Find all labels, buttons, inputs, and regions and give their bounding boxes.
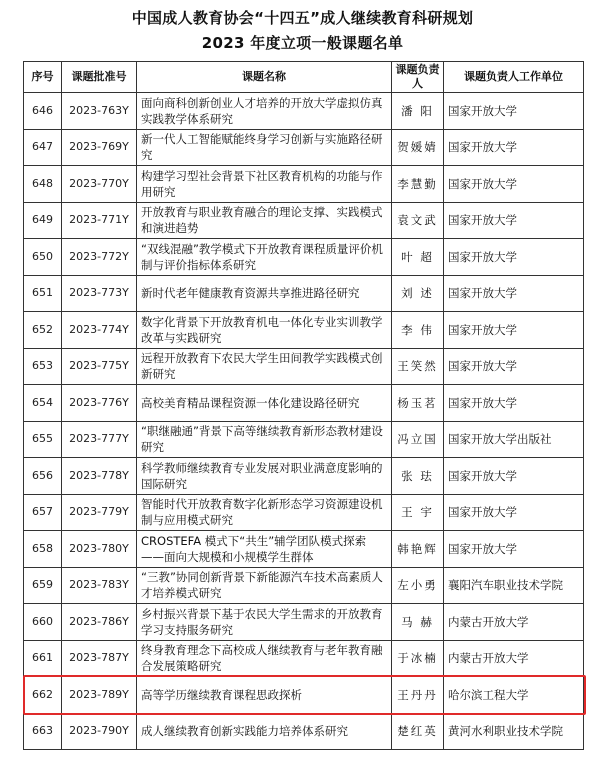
row-code: 2023-774Y: [62, 312, 137, 349]
row-title: 终身教育理念下高校成人继续教育与老年教育融合发展策略研究: [137, 640, 392, 677]
col-header-no: 序号: [24, 62, 62, 93]
table-row: [24, 93, 584, 130]
row-person: 袁文武: [392, 202, 444, 239]
col-header-code: 课题批准号: [62, 62, 137, 93]
table-row: [24, 494, 584, 531]
row-no: 663: [24, 713, 62, 750]
row-no: 655: [24, 421, 62, 458]
table-row: [24, 202, 584, 239]
row-person: 左小勇: [392, 567, 444, 604]
row-title: 成人继续教育创新实践能力培养体系研究: [137, 713, 392, 750]
row-person: 于冰楠: [392, 640, 444, 677]
row-person: 杨玉茗: [392, 385, 444, 422]
row-person: 张 珐: [392, 458, 444, 495]
row-unit: 内蒙古开放大学: [444, 604, 584, 641]
row-unit: 国家开放大学: [444, 239, 584, 276]
table-row: [24, 385, 584, 422]
row-person: 马 赫: [392, 604, 444, 641]
row-code: 2023-763Y: [62, 93, 137, 130]
row-person: 冯立国: [392, 421, 444, 458]
col-header-person: 课题负责人: [392, 62, 444, 93]
row-no: 648: [24, 166, 62, 203]
row-person: 楚红英: [392, 713, 444, 750]
table-row: [24, 239, 584, 276]
row-unit: 襄阳汽车职业技术学院: [444, 567, 584, 604]
row-code: 2023-772Y: [62, 239, 137, 276]
row-title: “双线混融”教学模式下开放教育课程质量评价机制与评价指标体系研究: [137, 239, 392, 276]
row-unit: 哈尔滨工程大学: [444, 677, 584, 714]
row-title: 面向商科创新创业人才培养的开放大学虚拟仿真实践教学体系研究: [137, 93, 392, 130]
project-table: [23, 61, 584, 750]
row-code: 2023-778Y: [62, 458, 137, 495]
row-person: 李 伟: [392, 312, 444, 349]
row-person: 王丹丹: [392, 677, 444, 714]
row-no: 658: [24, 531, 62, 568]
table-row: [24, 604, 584, 641]
row-no: 654: [24, 385, 62, 422]
row-unit: 国家开放大学: [444, 166, 584, 203]
row-code: 2023-780Y: [62, 531, 137, 568]
row-unit: 国家开放大学: [444, 385, 584, 422]
col-header-unit: 课题负责人工作单位: [444, 62, 584, 93]
row-unit: 国家开放大学出版社: [444, 421, 584, 458]
row-title: 科学教师继续教育专业发展对职业满意度影响的国际研究: [137, 458, 392, 495]
row-title: 乡村振兴背景下基于农民大学生需求的开放教育学习支持服务研究: [137, 604, 392, 641]
row-unit: 国家开放大学: [444, 93, 584, 130]
row-title: 远程开放教育下农民大学生田间教学实践模式创新研究: [137, 348, 392, 385]
document-title: 中国成人教育协会“十四五”成人继续教育科研规划: [131, 9, 474, 27]
row-unit: 国家开放大学: [444, 531, 584, 568]
row-person: 叶 超: [392, 239, 444, 276]
row-code: 2023-771Y: [62, 202, 137, 239]
row-code: 2023-777Y: [62, 421, 137, 458]
row-person: 韩艳辉: [392, 531, 444, 568]
row-title: 高等学历继续教育课程思政探析: [137, 677, 392, 714]
row-code: 2023-783Y: [62, 567, 137, 604]
row-no: 659: [24, 567, 62, 604]
row-no: 651: [24, 275, 62, 312]
row-no: 661: [24, 640, 62, 677]
row-title: 数字化背景下开放教育机电一体化专业实训教学改革与实践研究: [137, 312, 392, 349]
row-code: 2023-769Y: [62, 129, 137, 166]
row-unit: 国家开放大学: [444, 202, 584, 239]
row-no: 646: [24, 93, 62, 130]
table-row: [24, 677, 584, 714]
table-row: [24, 275, 584, 312]
row-code: 2023-789Y: [62, 677, 137, 714]
row-no: 653: [24, 348, 62, 385]
row-person: 王 宇: [392, 494, 444, 531]
row-title: “职继融通”背景下高等继续教育新形态教材建设研究: [137, 421, 392, 458]
table-row: [24, 567, 584, 604]
row-unit: 国家开放大学: [444, 458, 584, 495]
row-unit: 国家开放大学: [444, 348, 584, 385]
row-title: 智能时代开放教育数字化新形态学习资源建设机制与应用模式研究: [137, 494, 392, 531]
table-row: [24, 713, 584, 750]
row-title: 新时代老年健康教育资源共享推进路径研究: [137, 275, 392, 312]
row-no: 656: [24, 458, 62, 495]
row-no: 662: [24, 677, 62, 714]
document-subtitle: 2023 年度立项一般课题名单: [201, 34, 404, 52]
row-unit: 国家开放大学: [444, 494, 584, 531]
row-no: 657: [24, 494, 62, 531]
row-title: CROSTEFA 模式下“共生”辅学团队模式探索——面向大规模和小规模学生群体: [137, 531, 392, 568]
row-no: 660: [24, 604, 62, 641]
row-person: 王笑然: [392, 348, 444, 385]
row-no: 647: [24, 129, 62, 166]
row-code: 2023-786Y: [62, 604, 137, 641]
row-person: 李慧勤: [392, 166, 444, 203]
table-row: [24, 312, 584, 349]
row-title: “三教”协同创新背景下新能源汽车技术高素质人才培养模式研究: [137, 567, 392, 604]
col-header-title: 课题名称: [137, 62, 392, 93]
table-row: [24, 166, 584, 203]
row-no: 650: [24, 239, 62, 276]
row-unit: 国家开放大学: [444, 129, 584, 166]
row-code: 2023-773Y: [62, 275, 137, 312]
row-title: 新一代人工智能赋能终身学习创新与实施路径研究: [137, 129, 392, 166]
table-row: [24, 458, 584, 495]
row-code: 2023-787Y: [62, 640, 137, 677]
row-code: 2023-790Y: [62, 713, 137, 750]
row-unit: 国家开放大学: [444, 312, 584, 349]
table-row: [24, 129, 584, 166]
row-code: 2023-779Y: [62, 494, 137, 531]
table-header-row: [24, 62, 584, 93]
row-code: 2023-775Y: [62, 348, 137, 385]
row-person: 贺媛婧: [392, 129, 444, 166]
table-row: [24, 640, 584, 677]
row-no: 649: [24, 202, 62, 239]
row-title: 高校美育精品课程资源一体化建设路径研究: [137, 385, 392, 422]
table-row: [24, 531, 584, 568]
table-row: [24, 348, 584, 385]
row-unit: 内蒙古开放大学: [444, 640, 584, 677]
row-unit: 黄河水利职业技术学院: [444, 713, 584, 750]
row-code: 2023-770Y: [62, 166, 137, 203]
row-code: 2023-776Y: [62, 385, 137, 422]
row-person: 潘 阳: [392, 93, 444, 130]
row-unit: 国家开放大学: [444, 275, 584, 312]
row-person: 刘 述: [392, 275, 444, 312]
row-title: 开放教育与职业教育融合的理论支撑、实践模式和演进趋势: [137, 202, 392, 239]
table-row: [24, 421, 584, 458]
row-no: 652: [24, 312, 62, 349]
row-title: 构建学习型社会背景下社区教育机构的功能与作用研究: [137, 166, 392, 203]
